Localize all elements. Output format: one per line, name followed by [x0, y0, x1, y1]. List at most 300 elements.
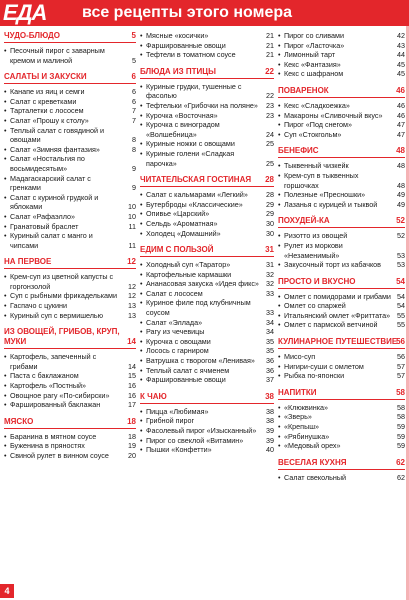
recipe-entry[interactable]: [140, 436, 274, 446]
section-page-number: 58: [396, 387, 405, 397]
recipe-page-number: 13: [128, 310, 136, 320]
recipe-entry[interactable]: [140, 298, 274, 317]
recipe-title: Омлет со спаржей: [284, 301, 346, 311]
recipe-entry[interactable]: [278, 200, 405, 210]
recipe-page-number: 29: [266, 199, 274, 209]
recipe-entry[interactable]: [140, 318, 274, 328]
section-page-number: 5: [131, 31, 136, 40]
recipe-entry[interactable]: [4, 400, 136, 410]
recipe-title: Тефтели в томатном соусе: [146, 50, 236, 60]
recipe-page-number: 55: [397, 310, 405, 320]
recipe-page-number: 8: [132, 144, 136, 154]
recipe-page-number: 30: [266, 218, 274, 228]
recipe-page-number: 54: [397, 291, 405, 301]
recipe-title: Салат «Прошу к столу»: [10, 115, 89, 125]
recipe-entry[interactable]: [278, 101, 405, 111]
recipe-title: Бутерброды «Классические»: [146, 199, 243, 209]
recipe-entry[interactable]: [278, 241, 405, 260]
recipe-entry[interactable]: [278, 422, 405, 432]
section-page-number: 62: [396, 457, 405, 467]
recipe-entry[interactable]: [278, 432, 405, 442]
recipe-title: Салат «Рафаэлло»: [10, 211, 76, 221]
recipe-entry[interactable]: [278, 171, 405, 190]
recipe-page-number: 42: [397, 31, 405, 40]
recipe-page-number: 19: [128, 441, 136, 451]
recipe-entry[interactable]: [4, 174, 136, 193]
recipe-title: Тыквенный чизкейк: [284, 161, 349, 171]
section-title: ЕДИМ С ПОЛЬЗОЙ: [140, 245, 214, 255]
recipe-title: Курочка с виноградом «Волшебница»: [146, 120, 220, 139]
recipe-entry[interactable]: [278, 130, 405, 140]
toc-section: [278, 277, 405, 330]
recipe-page-number: 12: [128, 291, 136, 301]
recipe-entry[interactable]: [140, 120, 274, 139]
section-title: КУЛИНАРНОЕ ПУТЕШЕСТВИЕ: [278, 337, 398, 347]
recipe-page-number: 45: [397, 59, 405, 69]
recipe-title: Овощное рагу «По-сибирски»: [10, 390, 110, 400]
recipe-title: Опивье «Царский»: [146, 209, 210, 219]
recipe-entry[interactable]: [278, 352, 405, 362]
toc-section: [4, 327, 136, 410]
recipe-page-number: 39: [266, 426, 274, 435]
recipe-title: Куриный суп с вермишелью: [10, 310, 104, 320]
recipe-page-number: 13: [128, 301, 136, 311]
recipe-page-number: 25: [266, 158, 274, 168]
recipe-entry[interactable]: [140, 416, 274, 426]
toc-column-3: [278, 31, 405, 489]
recipe-entry[interactable]: [4, 451, 136, 461]
recipe-page-number: 28: [266, 190, 274, 200]
recipe-entry[interactable]: [4, 46, 136, 65]
toc-section: [278, 146, 405, 209]
recipe-page-number: 46: [397, 100, 405, 110]
recipe-page-number: 48: [397, 161, 405, 171]
recipe-title: Курочка с овощами: [146, 336, 211, 346]
recipe-title: Картофель «Постный»: [10, 381, 87, 391]
recipe-entry[interactable]: [278, 111, 405, 121]
recipe-page-number: 53: [397, 260, 405, 270]
recipe-entry[interactable]: [278, 412, 405, 422]
section-title: ВЕСЕЛАЯ КУХНЯ: [278, 457, 347, 467]
recipe-page-number: 30: [266, 228, 274, 238]
recipe-page-number: 54: [397, 301, 405, 311]
section-heading[interactable]: [4, 72, 136, 84]
recipe-title: Салат «Эллада»: [146, 317, 203, 327]
section-page-number: 18: [127, 416, 136, 426]
section-heading[interactable]: [278, 458, 405, 470]
recipe-entry[interactable]: [4, 154, 136, 173]
recipe-title: Курочка «Восточная»: [146, 110, 218, 120]
recipe-page-number: 40: [266, 445, 274, 455]
recipe-title: Кекс «Сладкоежка»: [284, 100, 350, 110]
recipe-page-number: 49: [397, 190, 405, 200]
recipe-entry[interactable]: [140, 289, 274, 299]
recipe-entry[interactable]: [4, 87, 136, 97]
recipe-title: Пирог со сливами: [284, 31, 344, 40]
magazine-logo: ЕДА: [3, 0, 47, 25]
recipe-title: Тефтельки «Грибочки на поляне»: [146, 100, 258, 110]
recipe-title: Салат с лососем: [146, 288, 203, 298]
recipe-title: Свиной рулет в винном соусе: [10, 451, 109, 460]
recipe-page-number: 58: [397, 402, 405, 412]
recipe-title: Кекс с шафраном: [284, 69, 344, 79]
section-heading[interactable]: [278, 277, 405, 289]
recipe-page-number: 21: [266, 31, 274, 40]
toc-section: [4, 31, 136, 65]
recipe-title: Рагу из чечевицы: [146, 327, 205, 337]
recipe-page-number: 16: [128, 390, 136, 400]
section-heading[interactable]: [278, 388, 405, 400]
recipe-entry[interactable]: [278, 473, 405, 483]
recipe-title: Лимонный тарт: [284, 50, 336, 60]
recipe-entry[interactable]: [278, 371, 405, 381]
section-title: ЧУДО-БЛЮДО: [4, 31, 60, 40]
recipe-page-number: 34: [266, 327, 274, 337]
section-title: ИЗ ОВОЩЕЙ, ГРИБОВ, КРУП, МУКИ: [4, 327, 120, 347]
recipe-page-number: 6: [132, 87, 136, 97]
toc-section: [278, 458, 405, 483]
section-heading[interactable]: [140, 392, 274, 404]
recipe-page-number: 22: [266, 91, 274, 101]
recipe-title: Картофельные кармашки: [146, 269, 232, 279]
toc-section: [140, 67, 274, 168]
recipe-page-number: 23: [266, 100, 274, 110]
recipe-entry[interactable]: [4, 371, 136, 381]
section-heading[interactable]: [278, 146, 405, 158]
recipe-page-number: 23: [266, 110, 274, 120]
recipe-entry[interactable]: [278, 161, 405, 171]
recipe-title: Паста с баклажаном: [10, 371, 79, 381]
section-heading[interactable]: [140, 175, 274, 187]
recipe-page-number: 48: [397, 180, 405, 190]
section-heading[interactable]: [4, 257, 136, 269]
recipe-title: Салат «Зимняя фантазия»: [10, 144, 100, 154]
recipe-page-number: 58: [397, 412, 405, 422]
page-number: 4: [0, 584, 14, 598]
recipe-entry[interactable]: [4, 231, 136, 250]
recipe-entry[interactable]: [4, 126, 136, 145]
section-heading[interactable]: [140, 245, 274, 257]
recipe-entry[interactable]: [4, 145, 136, 155]
recipe-entry[interactable]: [278, 231, 405, 241]
recipe-entry[interactable]: [278, 320, 405, 330]
recipe-entry[interactable]: [4, 291, 136, 301]
recipe-title: Фаршированные овощи: [146, 375, 226, 385]
recipe-page-number: 55: [397, 320, 405, 330]
recipe-page-number: 33: [266, 308, 274, 318]
section-title: ПРОСТО И ВКУСНО: [278, 276, 356, 286]
recipe-page-number: 38: [266, 416, 274, 426]
recipe-page-number: 49: [397, 199, 405, 209]
recipe-title: Салат с креветками: [10, 96, 77, 106]
recipe-title: Теплый салат с ячменем: [146, 365, 230, 375]
toc-section: [278, 31, 405, 79]
section-page-number: 6: [131, 72, 136, 82]
recipe-page-number: 29: [266, 209, 274, 219]
recipe-page-number: 10: [128, 202, 136, 212]
recipe-entry[interactable]: [140, 41, 274, 51]
recipe-title: Полезные «Пресношки»: [284, 190, 366, 200]
recipe-title: Омлет с пармской ветчиной: [284, 320, 378, 330]
recipe-title: Салат свекольный: [284, 472, 347, 482]
recipe-page-number: 57: [397, 371, 405, 381]
recipe-title: Пирог «Ласточка»: [284, 40, 345, 50]
toc-column-1: [4, 31, 136, 468]
recipe-title: Закусочный торт из кабачков: [284, 260, 382, 270]
recipe-entry[interactable]: [140, 139, 274, 149]
toc-section: [140, 245, 274, 385]
recipe-entry[interactable]: [278, 311, 405, 321]
recipe-title: Макароны «Сливочный вкус»: [284, 110, 383, 120]
recipe-entry[interactable]: [140, 149, 274, 168]
section-title: МЯСКО: [4, 416, 34, 426]
recipe-entry[interactable]: [140, 337, 274, 347]
section-page-number: 48: [396, 146, 405, 156]
recipe-title: «Клюквинка»: [284, 402, 329, 412]
recipe-page-number: 9: [132, 163, 136, 173]
recipe-title: Ватрушка с творогом «Ленивая»: [146, 356, 255, 366]
recipe-title: Гранатовый браслет: [10, 221, 79, 231]
section-page-number: 54: [396, 276, 405, 286]
toc-section: [140, 31, 274, 60]
recipe-title: Гаспачо с цукини: [10, 301, 67, 311]
recipe-entry[interactable]: [140, 407, 274, 417]
recipe-entry[interactable]: [4, 311, 136, 321]
recipe-page-number: 39: [266, 435, 274, 445]
recipe-entry[interactable]: [4, 301, 136, 311]
section-title: ПОХУДЕЙ-КА: [278, 216, 330, 226]
section-heading[interactable]: [140, 67, 274, 79]
recipe-title: Баранина в мятном соусе: [10, 431, 97, 441]
recipe-title: Омлет с помидорами и грибами: [284, 291, 391, 301]
recipe-entry[interactable]: [278, 120, 405, 130]
recipe-page-number: 52: [397, 231, 405, 241]
recipe-entry[interactable]: [4, 97, 136, 107]
recipe-entry[interactable]: [140, 50, 274, 60]
recipe-title: Ризотто из овощей: [284, 231, 348, 241]
recipe-title: Грибной пирог: [146, 416, 195, 426]
recipe-title: Фаршированные овощи: [146, 40, 226, 50]
recipe-page-number: 35: [266, 336, 274, 346]
recipe-title: «Крепыш»: [284, 422, 320, 432]
recipe-title: Канапе из яиц и семги: [10, 87, 85, 97]
recipe-page-number: 33: [266, 288, 274, 298]
section-heading[interactable]: [4, 327, 136, 349]
recipe-entry[interactable]: [140, 101, 274, 111]
recipe-page-number: 31: [266, 260, 274, 270]
section-page-number: 14: [127, 337, 136, 347]
recipe-page-number: 25: [266, 139, 274, 149]
recipe-page-number: 44: [397, 50, 405, 60]
section-heading[interactable]: [4, 31, 136, 43]
recipe-entry[interactable]: [140, 82, 274, 101]
recipe-title: Рыбка по-японски: [284, 371, 345, 381]
recipe-entry[interactable]: [4, 352, 136, 371]
recipe-page-number: 10: [128, 211, 136, 221]
recipe-title: Крем-суп из цветной капусты с горгонзолой: [10, 272, 114, 291]
recipe-page-number: 45: [397, 69, 405, 79]
recipe-entry[interactable]: [140, 279, 274, 289]
recipe-page-number: 53: [397, 250, 405, 260]
recipe-title: Куриные ножки с овощами: [146, 139, 235, 149]
recipe-title: «Зверь»: [284, 412, 312, 422]
recipe-entry[interactable]: [278, 301, 405, 311]
recipe-title: Пирог со свеклой «Витамин»: [146, 435, 244, 445]
section-page-number: 22: [265, 66, 274, 76]
recipe-page-number: 9: [132, 183, 136, 193]
recipe-page-number: 56: [397, 352, 405, 362]
recipe-page-number: 59: [397, 431, 405, 441]
recipe-title: Куриное филе под клубничным соусом: [146, 298, 251, 318]
section-title: ПОВАРЕНОК: [278, 85, 329, 95]
recipe-title: Тарталетки с лососем: [10, 106, 84, 116]
section-page-number: 52: [396, 216, 405, 226]
section-page-number: 31: [265, 245, 274, 255]
recipe-page-number: 11: [128, 221, 136, 231]
recipe-entry[interactable]: [140, 375, 274, 385]
recipe-page-number: 12: [128, 281, 136, 291]
recipe-title: Кекс «Фантазия»: [284, 59, 341, 69]
recipe-entry[interactable]: [140, 366, 274, 376]
page-title: все рецепты этого номера: [82, 4, 293, 21]
recipe-page-number: 20: [128, 451, 136, 460]
recipe-title: «Рябинушка»: [284, 431, 330, 441]
recipe-page-number: 6: [132, 96, 136, 106]
recipe-title: Крем-суп в тыквенных горшочках: [284, 170, 359, 190]
recipe-title: Куриный салат с манго и чипсами: [10, 231, 93, 250]
recipe-entry[interactable]: [4, 212, 136, 222]
recipe-title: Фаршированный баклажан: [10, 400, 101, 410]
recipe-entry[interactable]: [140, 356, 274, 366]
recipe-entry[interactable]: [140, 426, 274, 436]
recipe-title: Пышки «Конфетти»: [146, 445, 212, 455]
recipe-title: Пирог «Под снегом»: [284, 120, 352, 130]
recipe-entry[interactable]: [278, 260, 405, 270]
section-heading[interactable]: [4, 417, 136, 429]
recipe-title: Куриные голени «Сладкая парочка»: [146, 148, 235, 168]
recipe-entry[interactable]: [140, 445, 274, 455]
recipe-page-number: 37: [266, 375, 274, 385]
recipe-page-number: 46: [397, 110, 405, 120]
recipe-entry[interactable]: [278, 69, 405, 79]
section-heading[interactable]: [278, 337, 405, 349]
recipe-entry[interactable]: [140, 270, 274, 280]
section-page-number: 46: [396, 85, 405, 95]
recipe-page-number: 57: [397, 361, 405, 371]
recipe-entry[interactable]: [140, 327, 274, 337]
recipe-title: Фасолевый пирог «Изысканный»: [146, 426, 257, 435]
recipe-entry[interactable]: [4, 381, 136, 391]
recipe-page-number: 32: [266, 269, 274, 279]
toc-section: [4, 417, 136, 461]
recipe-page-number: 47: [397, 120, 405, 130]
recipe-title: Песочный пирог с заварным кремом и малиной: [10, 46, 105, 65]
header-bar: [0, 0, 409, 26]
recipe-entry[interactable]: [140, 346, 274, 356]
recipe-page-number: 34: [266, 317, 274, 327]
section-page-number: 28: [265, 175, 274, 185]
toc-section: [278, 337, 405, 381]
recipe-title: Салат «Ностальгия по восьмидесятым»: [10, 154, 85, 173]
recipe-entry[interactable]: [278, 403, 405, 413]
recipe-page-number: 47: [397, 129, 405, 139]
recipe-title: Суп «Стокгольм»: [284, 129, 342, 139]
recipe-title: Куриные грудки, тушенные с фасолью: [146, 81, 242, 101]
recipe-title: Лосось с гарниром: [146, 346, 209, 356]
recipe-title: Мясные «косички»: [146, 31, 209, 40]
recipe-entry[interactable]: [4, 116, 136, 126]
recipe-page-number: 15: [128, 371, 136, 381]
recipe-title: Итальянский омлет «Фриттата»: [284, 310, 391, 320]
recipe-entry[interactable]: [140, 219, 274, 229]
recipe-page-number: 43: [397, 40, 405, 50]
recipe-title: Буженина в пряностях: [10, 441, 85, 451]
recipe-title: Мисо-суп: [284, 352, 316, 362]
recipe-page-number: 35: [266, 346, 274, 356]
recipe-page-number: 32: [266, 279, 274, 289]
recipe-entry[interactable]: [140, 229, 274, 239]
toc-section: [278, 388, 405, 451]
recipe-entry[interactable]: [278, 41, 405, 51]
recipe-title: Теплый салат с говядиной и овощами: [10, 125, 105, 145]
recipe-page-number: 5: [132, 55, 136, 65]
recipe-entry[interactable]: [140, 111, 274, 121]
recipe-title: Салат с кальмарами «Легкий»: [146, 190, 248, 200]
recipe-entry[interactable]: [4, 432, 136, 442]
section-title: БЛЮДА ИЗ ПТИЦЫ: [140, 66, 216, 76]
recipe-page-number: 21: [266, 50, 274, 60]
section-page-number: 56: [396, 337, 405, 347]
recipe-entry[interactable]: [140, 260, 274, 270]
recipe-page-number: 7: [132, 115, 136, 125]
toc-section: [278, 86, 405, 139]
recipe-entry[interactable]: [4, 222, 136, 232]
recipe-entry[interactable]: [278, 190, 405, 200]
recipe-entry[interactable]: [278, 50, 405, 60]
recipe-title: Картофель, запеченный с грибами: [10, 352, 97, 371]
section-heading[interactable]: [278, 216, 405, 228]
section-title: ЧИТАТЕЛЬСКАЯ ГОСТИНАЯ: [140, 175, 252, 185]
recipe-entry[interactable]: [140, 31, 274, 41]
toc-section: [140, 175, 274, 238]
section-title: НАПИТКИ: [278, 387, 317, 397]
recipe-entry[interactable]: [140, 190, 274, 200]
toc-section: [4, 257, 136, 320]
recipe-entry[interactable]: [4, 272, 136, 291]
recipe-entry[interactable]: [278, 60, 405, 70]
recipe-page-number: 36: [266, 356, 274, 366]
toc-section: [140, 392, 274, 455]
section-heading[interactable]: [278, 86, 405, 98]
recipe-entry[interactable]: [140, 200, 274, 210]
recipe-page-number: 18: [128, 431, 136, 441]
section-page-number: 38: [265, 391, 274, 401]
recipe-entry[interactable]: [4, 193, 136, 212]
section-title: К ЧАЮ: [140, 391, 167, 401]
recipe-title: Рулет из моркови «Незаменимый»: [284, 240, 343, 260]
recipe-entry[interactable]: [278, 441, 405, 451]
recipe-entry[interactable]: [278, 31, 405, 41]
recipe-entry[interactable]: [4, 106, 136, 116]
recipe-entry[interactable]: [278, 362, 405, 372]
recipe-title: «Медовый орех»: [284, 441, 341, 451]
recipe-entry[interactable]: [278, 292, 405, 302]
recipe-entry[interactable]: [4, 441, 136, 451]
section-page-number: 12: [127, 257, 136, 267]
recipe-title: Пицца «Любимая»: [146, 406, 209, 416]
recipe-entry[interactable]: [140, 209, 274, 219]
recipe-entry[interactable]: [4, 391, 136, 401]
